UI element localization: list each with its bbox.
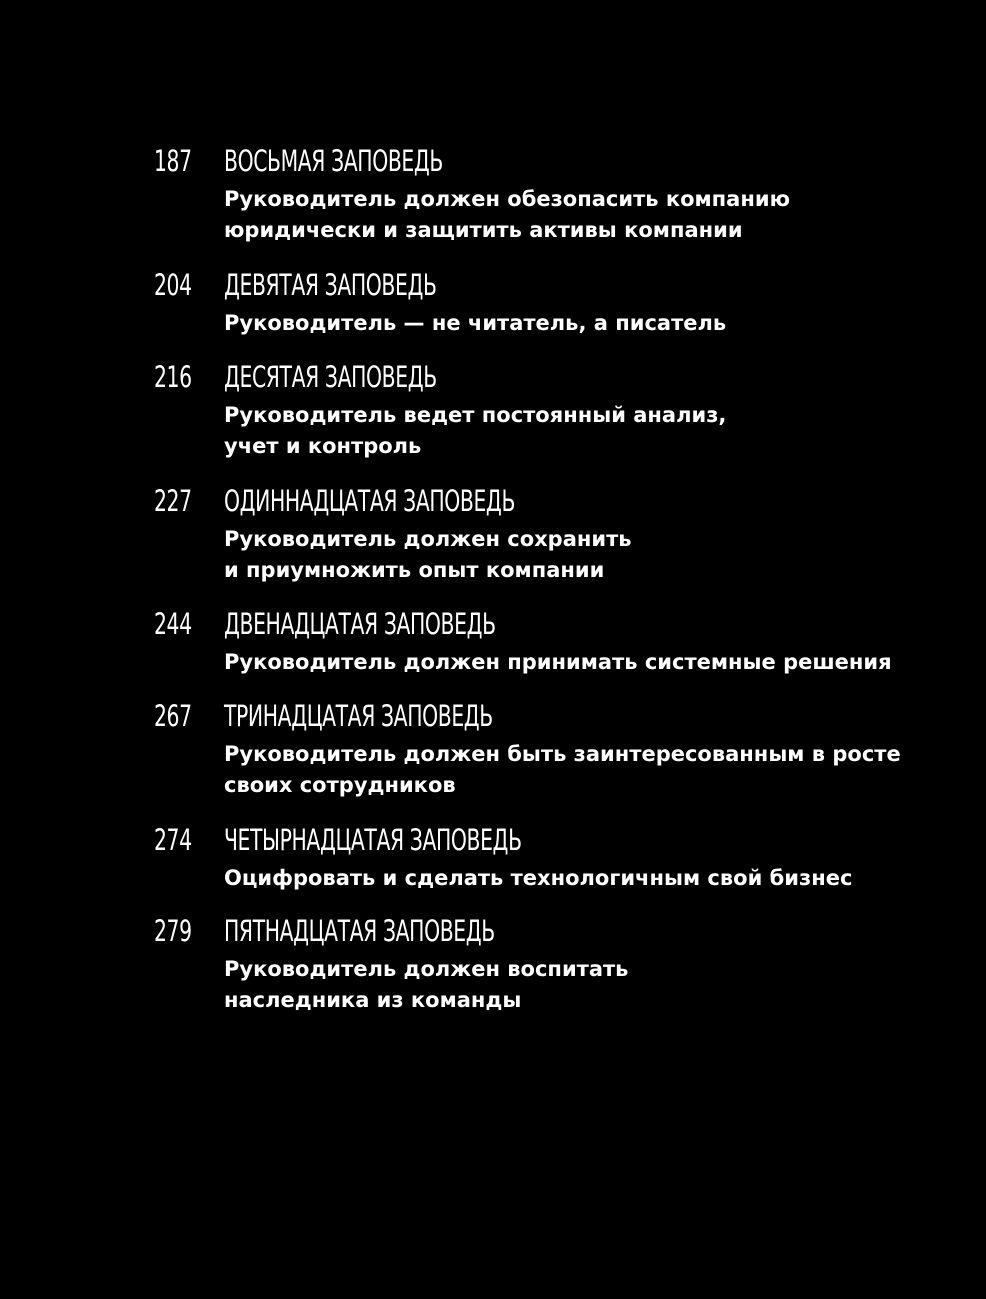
toc-entry-body xyxy=(224,142,934,246)
chapter-title: ВОСЬМАЯ ЗАПОВЕДЬ xyxy=(224,144,443,178)
chapter-subtitle: Руководитель ведет постоянный анализ, учет и контроль xyxy=(224,403,727,458)
page-number: 267 xyxy=(154,699,192,733)
chapter-title: ПЯТНАДЦАТАЯ ЗАПОВЕДЬ xyxy=(224,914,495,948)
page-number: 227 xyxy=(154,484,192,518)
page-number: 204 xyxy=(154,268,192,302)
toc-entry[interactable] xyxy=(154,482,934,605)
toc-entry[interactable] xyxy=(154,697,934,821)
toc-entry[interactable] xyxy=(154,142,934,266)
toc-entry[interactable] xyxy=(154,821,934,912)
toc-entry-body xyxy=(224,912,934,1016)
table-of-contents xyxy=(154,142,934,1036)
chapter-title: ЧЕТЫРНАДЦАТАЯ ЗАПОВЕДЬ xyxy=(224,823,522,857)
chapter-title: ДЕСЯТАЯ ЗАПОВЕДЬ xyxy=(224,360,437,394)
toc-entry-body xyxy=(224,697,934,801)
chapter-subtitle: Руководитель должен быть заинтересованным в росте своих сотрудников xyxy=(224,742,901,797)
toc-entry-body xyxy=(224,605,934,678)
toc-entry-body xyxy=(224,266,934,339)
page-number: 274 xyxy=(154,823,192,857)
toc-entry[interactable] xyxy=(154,912,934,1036)
chapter-title: ОДИННАДЦАТАЯ ЗАПОВЕДЬ xyxy=(224,484,516,518)
chapter-title: ДВЕНАДЦАТАЯ ЗАПОВЕДЬ xyxy=(224,607,496,641)
chapter-subtitle: Руководитель должен принимать системные решения xyxy=(224,650,892,674)
chapter-subtitle: Руководитель должен обезопасить компанию юридически и защитить активы компании xyxy=(224,187,790,242)
toc-entry[interactable] xyxy=(154,358,934,482)
toc-entry-body xyxy=(224,482,934,586)
toc-entry[interactable] xyxy=(154,605,934,697)
toc-entry-body xyxy=(224,358,934,462)
page-number: 187 xyxy=(154,144,192,178)
chapter-subtitle: Руководитель должен сохранить и приумножить опыт компании xyxy=(224,527,632,582)
toc-entry-body xyxy=(224,821,934,894)
chapter-subtitle: Руководитель — не читатель, а писатель xyxy=(224,311,727,335)
page-number: 244 xyxy=(154,607,192,641)
chapter-subtitle: Руководитель должен воспитать наследника из команды xyxy=(224,957,629,1012)
page-number: 279 xyxy=(154,914,192,948)
toc-entry[interactable] xyxy=(154,266,934,358)
chapter-title: ТРИНАДЦАТАЯ ЗАПОВЕДЬ xyxy=(224,699,493,733)
chapter-subtitle: Оцифровать и сделать технологичным свой бизнес xyxy=(224,866,853,890)
page-number: 216 xyxy=(154,360,192,394)
chapter-title: ДЕВЯТАЯ ЗАПОВЕДЬ xyxy=(224,268,437,302)
